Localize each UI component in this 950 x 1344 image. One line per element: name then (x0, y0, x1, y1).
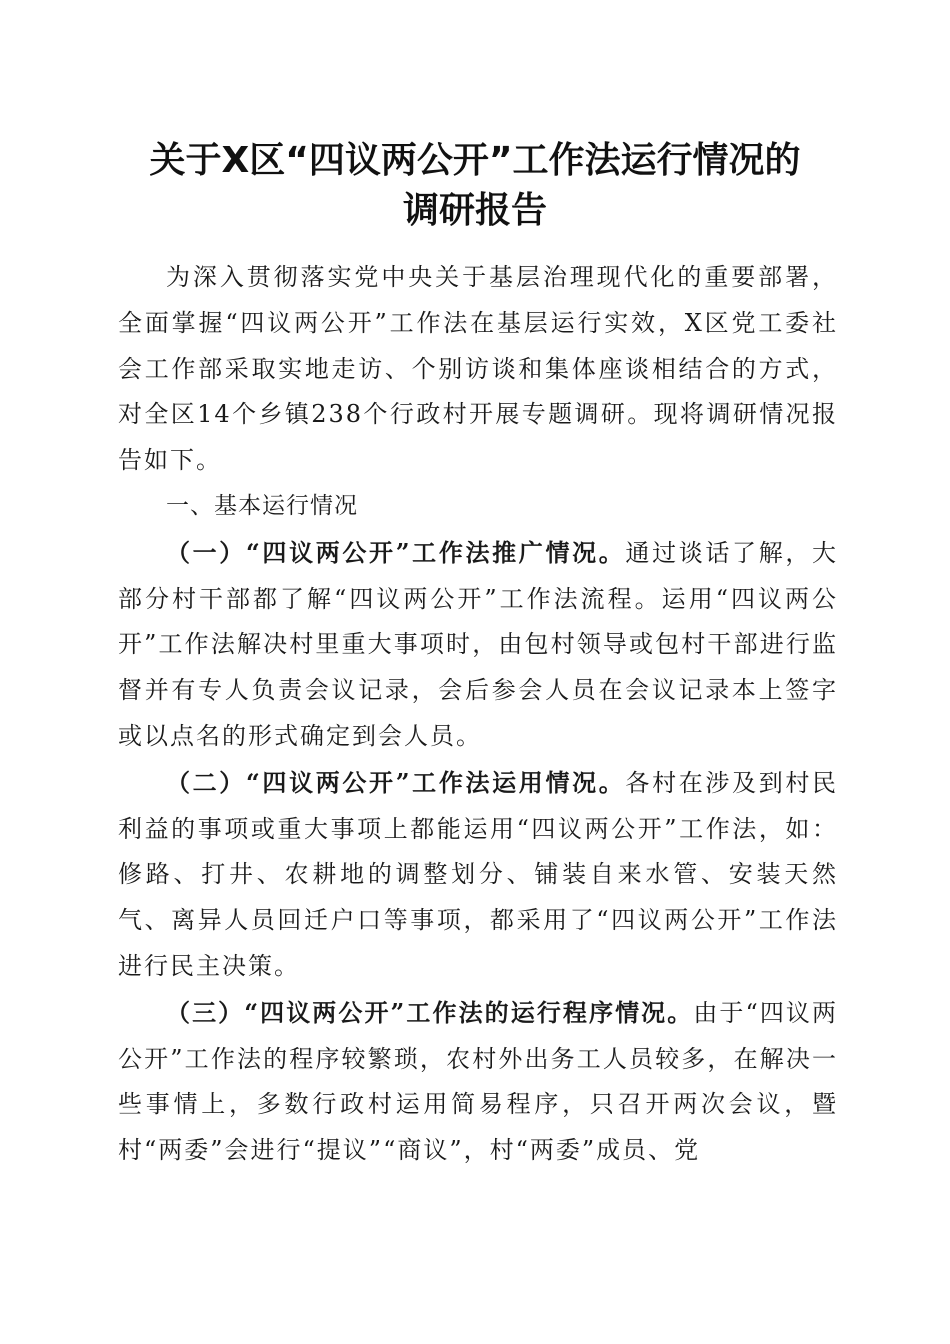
item-1-paragraph (118, 530, 838, 760)
section-heading: 一、基本运行情况 (166, 492, 358, 519)
item-3-text: 由于“四议两公开”工作法的程序较繁琐，农村外出务工人员较多，在解决一些事情上，多数行政村运用简易程序，只召开两次会议，暨村“两委”会进行“提议”“商议”，村“两委”成员、党 (118, 998, 838, 1165)
intro-paragraph: 为深入贯彻落实党中央关于基层治理现代化的重要部署，全面掌握“四议两公开”工作法在基层运行实效，X区党工委社会工作部采取实地走访、个别访谈和集体座谈相结合的方式，对全区14个乡镇238个行政村开展专题调研。现将调研情况报告如下。 (118, 263, 838, 475)
item-2-paragraph (118, 760, 838, 990)
title-line-1: 关于X区“四议两公开”工作法运行情况的 (149, 140, 801, 181)
item-3-paragraph (118, 990, 838, 1174)
item-1-lead: （一）“四议两公开”工作法推广情况。 (166, 537, 626, 567)
document-body (118, 255, 838, 1174)
item-2-text: 各村在涉及到村民利益的事项或重大事项上都能运用“四议两公开”工作法，如：修路、打井、农耕地的调整划分、铺装自来水管、安装天然气、离异人员回迁户口等事项，都采用了“四议两公开”工作法进行民主决策。 (118, 768, 839, 980)
item-1-text: 通过谈话了解，大部分村干部都了解“四议两公开”工作法流程。运用“四议两公开”工作法解决村里重大事项时，由包村领导或包村干部进行监督并有专人负责会议记录，会后参会人员在会议记录本上签字或以点名的形式确定到会人员。 (118, 538, 839, 750)
document-title (100, 136, 850, 236)
item-3-lead: （三）“四议两公开”工作法的运行程序情况。 (166, 997, 694, 1027)
item-2-lead: （二）“四议两公开”工作法运用情况。 (166, 767, 626, 797)
title-line-2: 调研报告 (402, 190, 547, 231)
